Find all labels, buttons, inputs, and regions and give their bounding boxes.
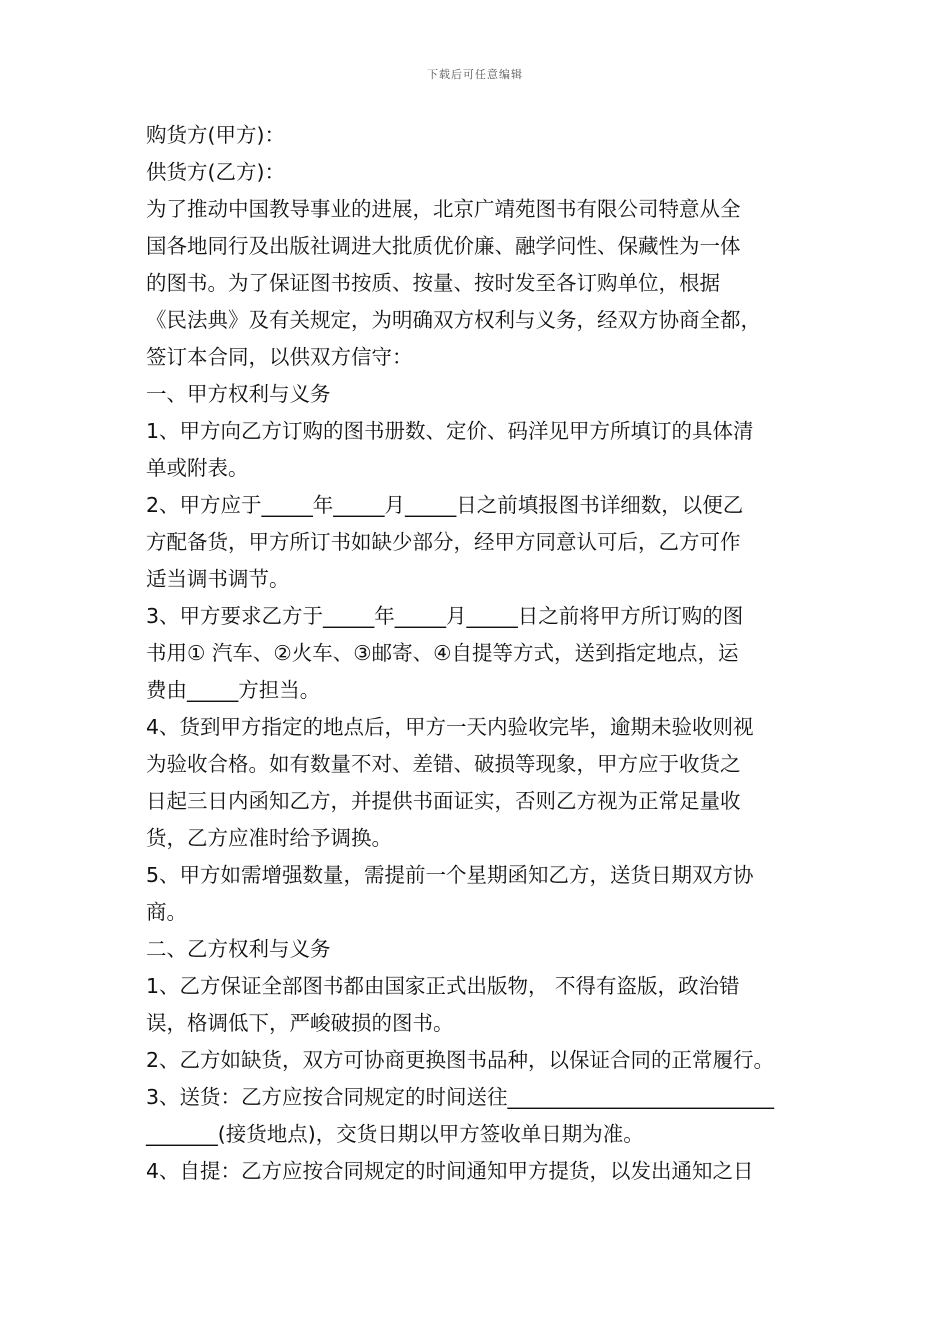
clause-a4-line: 日起三日内函知乙方，并提供书面证实，否则乙方视为正常足量收 xyxy=(146,789,741,813)
clause-b1-line: 1、乙方保证全部图书都由国家正式出版物， 不得有盗版，政治错 xyxy=(146,974,740,998)
buyer-party-line: 购货方(甲方)： xyxy=(146,123,285,147)
section-heading-party-a: 一、甲方权利与义务 xyxy=(146,382,331,406)
preamble-line: 的图书。为了保证图书按质、按量、按时发至各订购单位，根据 xyxy=(146,271,720,295)
clause-a3-line: 书用① 汽车、②火车、③邮寄、④自提等方式，送到指定地点，运 xyxy=(146,641,739,665)
clause-a2-line: 方配备货，甲方所订书如缺少部分，经甲方同意认可后，乙方可作 xyxy=(146,530,741,554)
clause-b2-line: 2、乙方如缺货，双方可协商更换图书品种，以保证合同的正常履行。 xyxy=(146,1048,775,1072)
preamble-line: 为了推动中国教导事业的进展，北京广靖苑图书有限公司特意从全 xyxy=(146,197,741,221)
clause-a4-line: 为验收合格。如有数量不对、差错、破损等现象，甲方应于收货之 xyxy=(146,752,741,776)
clause-b4-line: 4、自提：乙方应按合同规定的时间通知甲方提货，以发出通知之日 xyxy=(146,1159,754,1183)
clause-b3-line: 3、送货：乙方应按合同规定的时间送往__________________________ xyxy=(146,1085,775,1109)
clause-a3-line: 3、甲方要求乙方于_____年_____月_____日之前将甲方所订购的图 xyxy=(146,604,744,628)
section-heading-party-b: 二、乙方权利与义务 xyxy=(146,937,331,961)
clause-a5-line: 5、甲方如需增强数量，需提前一个星期函知乙方，送货日期双方协 xyxy=(146,863,754,887)
clause-a4-line: 货，乙方应准时给予调换。 xyxy=(146,826,392,850)
clause-b3-line: _______(接货地点)，交货日期以甲方签收单日期为准。 xyxy=(146,1122,644,1146)
clause-b1-line: 误，格调低下，严峻破损的图书。 xyxy=(146,1011,454,1035)
clause-a2-line: 适当调书调节。 xyxy=(146,567,290,591)
page-header-note: 下载后可任意编辑 xyxy=(427,68,523,81)
preamble-line: 《民法典》及有关规定，为明确双方权利与义务，经双方协商全都， xyxy=(146,308,761,332)
clause-a5-line: 商。 xyxy=(146,900,187,924)
clause-a1-line: 单或附表。 xyxy=(146,456,249,480)
preamble-line: 签订本合同，以供双方信守： xyxy=(146,345,413,369)
preamble-line: 国各地同行及出版社调进大批质优价廉、融学问性、保藏性为一体 xyxy=(146,234,741,258)
clause-a3-line: 费由_____方担当。 xyxy=(146,678,321,702)
clause-a4-line: 4、货到甲方指定的地点后，甲方一天内验收完毕，逾期未验收则视 xyxy=(146,715,754,739)
clause-a1-line: 1、甲方向乙方订购的图书册数、定价、码洋见甲方所填订的具体清 xyxy=(146,419,754,443)
clause-a2-line: 2、甲方应于_____年_____月_____日之前填报图书详细数，以便乙 xyxy=(146,493,744,517)
contract-body xyxy=(146,117,814,1190)
supplier-party-line: 供货方(乙方)： xyxy=(146,160,285,184)
